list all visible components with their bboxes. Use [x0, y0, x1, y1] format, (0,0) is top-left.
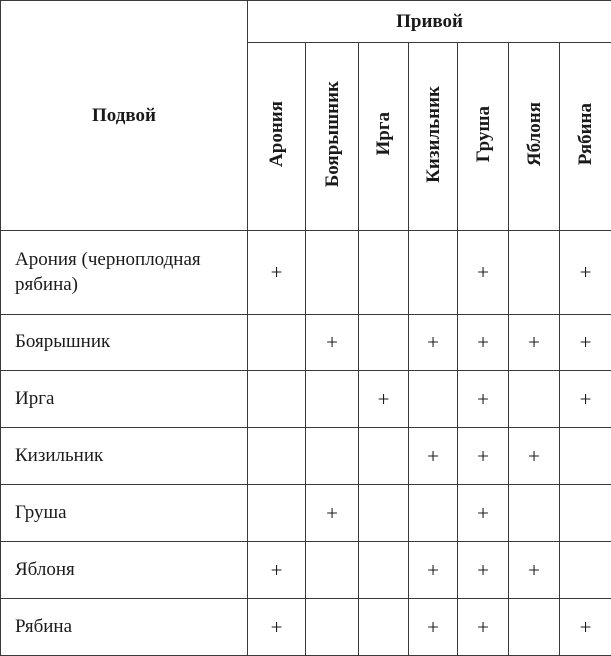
compatibility-cell	[306, 542, 359, 599]
compatibility-cell	[409, 231, 458, 315]
compatibility-cell	[359, 485, 409, 542]
compatibility-cell	[509, 231, 560, 315]
compatible-mark: +	[477, 560, 489, 581]
compatibility-cell	[560, 542, 611, 599]
table-row	[1, 542, 611, 599]
compatibility-cell	[458, 371, 509, 428]
compatibility-cell	[359, 599, 409, 656]
compatible-mark: +	[427, 446, 439, 467]
compatibility-cell	[509, 428, 560, 485]
compatible-mark: +	[271, 262, 283, 283]
compatibility-cell	[306, 428, 359, 485]
compatible-mark: +	[477, 503, 489, 524]
compatibility-cell	[409, 542, 458, 599]
compatibility-cell	[359, 428, 409, 485]
rootstock-row-label: Кизильник	[1, 428, 248, 485]
compatibility-cell	[306, 371, 359, 428]
compatible-mark: +	[477, 446, 489, 467]
scion-column-label: Арония	[267, 101, 286, 167]
compatible-mark: +	[528, 446, 540, 467]
rootstock-row-label: Ирга	[1, 371, 248, 428]
rootstock-row-label: Яблоня	[1, 542, 248, 599]
rootstock-row-label: Груша	[1, 485, 248, 542]
scion-column-header	[359, 43, 409, 231]
compatibility-cell	[509, 371, 560, 428]
compatibility-cell	[409, 371, 458, 428]
compatibility-cell	[306, 231, 359, 315]
table-row	[1, 371, 611, 428]
table-row	[1, 485, 611, 542]
scion-column-header	[248, 43, 306, 231]
compatible-mark: +	[528, 332, 540, 353]
compatibility-cell	[359, 542, 409, 599]
scion-column-header	[306, 43, 359, 231]
compatibility-cell	[248, 371, 306, 428]
compatibility-cell	[560, 231, 611, 315]
scion-column-label: Груша	[474, 106, 493, 162]
compatible-mark: +	[427, 332, 439, 353]
table-row	[1, 428, 611, 485]
compatibility-cell	[359, 371, 409, 428]
compatibility-cell	[509, 599, 560, 656]
compatibility-cell	[560, 485, 611, 542]
rootstock-row-label: Рябина	[1, 599, 248, 656]
scion-group-header: Привой	[248, 1, 611, 43]
compatibility-cell	[458, 231, 509, 315]
compatibility-cell	[248, 542, 306, 599]
compatibility-cell	[409, 428, 458, 485]
compatible-mark: +	[378, 389, 390, 410]
compatibility-cell	[560, 599, 611, 656]
compatibility-cell	[560, 315, 611, 371]
compatible-mark: +	[477, 332, 489, 353]
compatibility-cell	[359, 315, 409, 371]
compatibility-cell	[458, 485, 509, 542]
compatible-mark: +	[271, 617, 283, 638]
compatibility-cell	[458, 542, 509, 599]
compatibility-cell	[458, 599, 509, 656]
compatibility-cell	[509, 485, 560, 542]
compatible-mark: +	[427, 617, 439, 638]
compatibility-cell	[306, 599, 359, 656]
table-row	[1, 315, 611, 371]
rootstock-row-label: Боярышник	[1, 315, 248, 371]
compatibility-cell	[458, 315, 509, 371]
scion-column-label: Кизильник	[424, 86, 443, 183]
compatibility-cell	[248, 231, 306, 315]
scion-column-header	[409, 43, 458, 231]
table-row	[1, 231, 611, 315]
scion-column-header	[458, 43, 509, 231]
compatibility-cell	[359, 231, 409, 315]
rootstock-row-label: Арония (черноплодная рябина)	[1, 231, 248, 315]
compatible-mark: +	[580, 617, 592, 638]
compatibility-cell	[509, 315, 560, 371]
compatibility-cell	[509, 542, 560, 599]
compatible-mark: +	[580, 262, 592, 283]
compatibility-cell	[560, 428, 611, 485]
compatible-mark: +	[580, 332, 592, 353]
scion-column-header	[509, 43, 560, 231]
compatible-mark: +	[326, 332, 338, 353]
compatible-mark: +	[271, 560, 283, 581]
compatible-mark: +	[477, 617, 489, 638]
compatible-mark: +	[427, 560, 439, 581]
compatibility-cell	[248, 599, 306, 656]
compatibility-cell	[409, 485, 458, 542]
compatible-mark: +	[580, 389, 592, 410]
compatibility-cell	[248, 428, 306, 485]
compatibility-cell	[248, 315, 306, 371]
compatibility-cell	[458, 428, 509, 485]
compatible-mark: +	[477, 262, 489, 283]
compatibility-cell	[248, 485, 306, 542]
rootstock-header: Подвой	[1, 1, 248, 231]
scion-column-label: Рябина	[576, 103, 595, 165]
scion-column-header	[560, 43, 611, 231]
scion-column-label: Ирга	[374, 112, 393, 155]
compatibility-cell	[306, 485, 359, 542]
compatibility-cell	[409, 315, 458, 371]
compatibility-cell	[409, 599, 458, 656]
compatibility-cell	[560, 371, 611, 428]
scion-column-label: Боярышник	[323, 81, 342, 187]
compatible-mark: +	[528, 560, 540, 581]
compatibility-cell	[306, 315, 359, 371]
compatible-mark: +	[477, 389, 489, 410]
table-row	[1, 599, 611, 656]
scion-column-label: Яблоня	[525, 102, 544, 166]
compatible-mark: +	[326, 503, 338, 524]
